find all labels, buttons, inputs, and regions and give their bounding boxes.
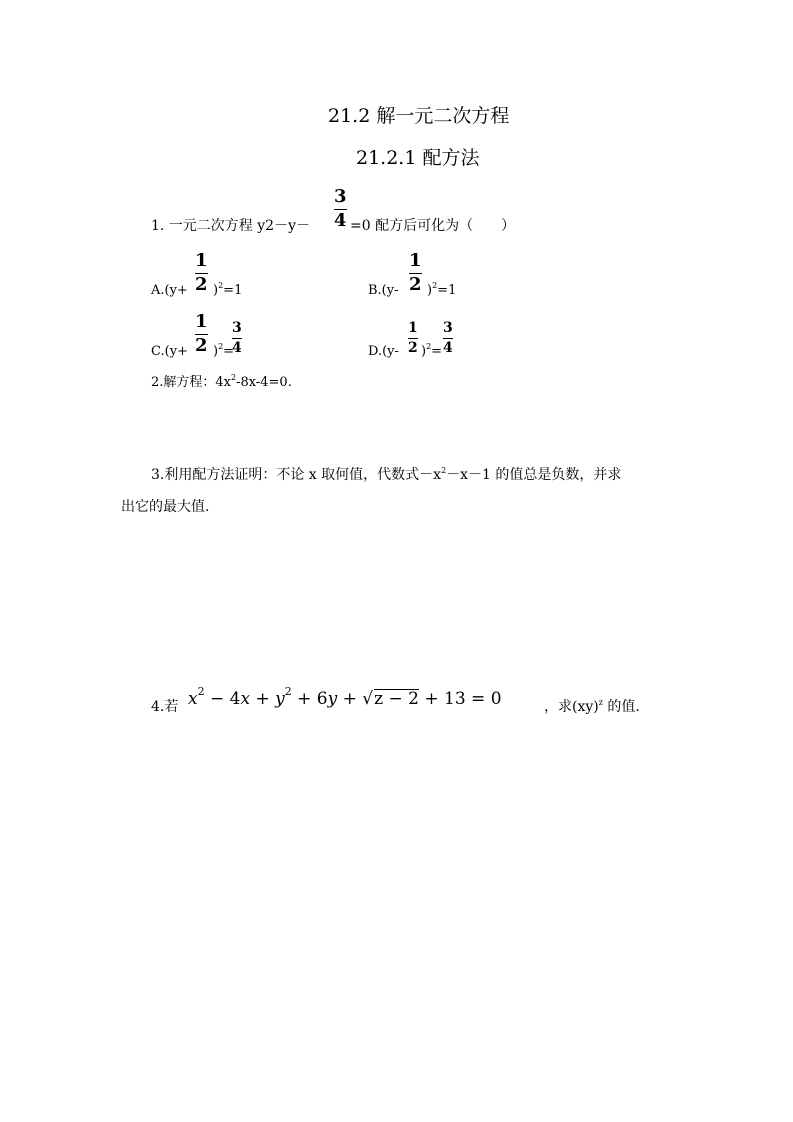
- q3-line-2: 出它的最大值.: [121, 499, 210, 515]
- option-b-fraction: 1 2: [409, 250, 422, 295]
- radicand: z − 2: [374, 689, 419, 709]
- q1-suffix: =0 配方后可化为（ ）: [350, 218, 516, 234]
- option-c-pre: C.(y+: [151, 344, 188, 359]
- question-2: 2.解方程：$4x^2-8x-4=0$.: [151, 373, 292, 390]
- option-c-post: )$^2$=: [213, 342, 235, 359]
- option-d-fraction-rhs: 3 4: [443, 320, 453, 356]
- option-b-post: )$^2$=1: [427, 281, 457, 298]
- page-subtitle: 21.2.1 配方法: [356, 147, 480, 169]
- option-d-pre: D.(y-: [368, 344, 399, 359]
- q1-fraction: 3 4: [334, 186, 347, 231]
- q4-suffix: ，求(xy)$^z$ 的值.: [544, 698, 640, 715]
- option-d-fraction: 1 2: [408, 320, 418, 356]
- q4-equation: $x^2 - 4x + y^2 + 6y + √z - 2 + 13 = 0$: [188, 685, 502, 709]
- option-a-post: )$^2$=1: [213, 281, 243, 298]
- option-a-fraction: 1 2: [195, 250, 208, 295]
- option-a-pre: A.(y+: [151, 283, 188, 298]
- option-b-pre: B.(y-: [368, 283, 399, 298]
- option-c-fraction-rhs: 3 4: [232, 320, 242, 356]
- option-d-post: )$^2$=: [421, 342, 443, 359]
- q1-prefix: 1. 一元二次方程 y2－y－: [151, 218, 310, 234]
- q3-line-1: 3.利用配方法证明：不论 x 取何值，代数式$-x^2-x-1$ 的值总是负数，并求: [151, 466, 622, 483]
- option-c-fraction: 1 2: [195, 311, 208, 356]
- q4-prefix: 4.若: [151, 699, 179, 715]
- page-title: 21.2 解一元二次方程: [328, 105, 510, 127]
- sqrt-sign: √: [362, 689, 374, 709]
